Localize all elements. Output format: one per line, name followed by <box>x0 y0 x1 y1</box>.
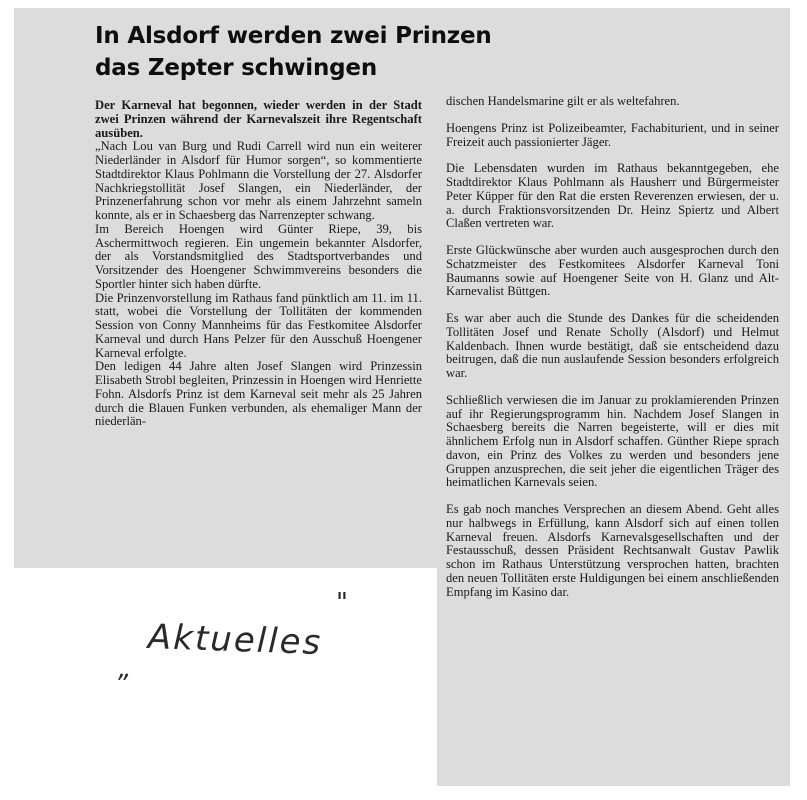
handwritten-annotation: Aktuelles <box>147 616 323 664</box>
headline-line-2: das Zepter schwingen <box>95 55 378 81</box>
article-paragraph: Es war aber auch die Stunde des Dankes für die scheidenden Tollitäten Josef und Renate Scholly (Alsdorf) und Helmut Kaldenbach. Ihnen wurde bestätigt, daß sie entscheidend dazu beitrugen, daß die nun auslaufende Session besonders erfolgreich war. <box>446 311 779 380</box>
article-paragraph: Die Prinzenvorstellung im Rathaus fand pünktlich am 11. im 11. statt, wobei die Vorstellung der Tollitäten der kommenden Session von Conny Mannheims für das Festkomitee Alsdorfer Karneval und durch Hans Pelzer für den Ausschuß Hoengener Karneval erfolgte. <box>95 290 422 360</box>
article-column-right <box>446 95 779 599</box>
article-paragraph: dischen Handelsmarine gilt er als weltefahren. <box>446 94 680 108</box>
article-column-left <box>95 99 422 429</box>
article-paragraph: Die Lebensdaten wurden im Rathaus bekanntgegeben, ehe Stadtdirektor Klaus Pohlmann als Hausherr und Bürgermeister Peter Küpper für den Rat die ersten Reverenzen erwiesen, der u. a. durch Fraktionsvorsitzenden Dr. Heinz Spiertz und Albert Claßen vertreten war. <box>446 161 779 231</box>
article-paragraph: „Nach Lou van Burg und Rudi Carrell wird nun ein weiterer Niederländer in Alsdorf für Humor sorgen“, so kommentierte Stadtdirektor Klaus Pohlmann die Vorstellung der 27. Alsdorfer Nachkriegstollität Josef Slangen, ein Niederländer, der Prinzenerfahrung schon vor mehr als einem Jahrzehnt sameln konnte, als er in Schaesberg das Narrenzepter schwang. <box>95 139 422 222</box>
headline-line-1: In Alsdorf werden zwei Prinzen <box>95 23 492 49</box>
article-paragraph: Schließlich verwiesen die im Januar zu proklamierenden Prinzen auf ihr Regierungsprogramm hin. Nachdem Josef Slangen in Schaesberg bereits die Narren begeisterte, will er dies mit ähnlichem Erfolg nun in Alsdorf schaffen. Günther Riepe sprach davon, ein Prinz des Volkes zu werden und besonders jene Gruppen anzusprechen, die seit jeher die eigentlichen Träger des heimatlichen Karnevals seien. <box>446 392 779 490</box>
article-paragraph: Erste Glückwünsche aber wurden auch ausgesprochen durch den Schatzmeister des Festkomitees Alsdorfer Karneval Toni Baumanns sowie auf Hoengener Seite von H. Glanz und Alt-Karnevalist Büttgen. <box>446 243 779 299</box>
article-lead: Der Karneval hat begonnen, wieder werden in der Stadt zwei Prinzen während der Karnevalszeit ihre Regentschaft ausüben. <box>95 98 422 140</box>
article-paragraph: Den ledigen 44 Jahre alten Josef Slangen wird Prinzessin Elisabeth Strobl begleiten, Prinzessin in Hoengen wird Henriette Fohn. Alsdorfs Prinz ist dem Karneval seit mehr als 25 Jahren durch die Blauen Funken verbunden, als ehemaliger Mann der niederlän- <box>95 359 422 429</box>
article-paragraph: Es gab noch manches Versprechen an diesem Abend. Geht alles nur halbwegs in Erfüllung, kann Alsdorf sich auf einen tollen Karneval freuen. Alsdorfs Karnevalsgesellschaften und der Festausschuß, dessen Präsident Rechtsanwalt Gustav Pawlik schon im Rathaus Unterstützung versprochen hatten, brachten den neuen Tollitäten erste Huldigungen bei einem anschließenden Empfang im Kasino dar. <box>446 502 779 599</box>
article-paragraph: Im Bereich Hoengen wird Günter Riepe, 39, bis Aschermittwoch regieren. Ein ungemein bekannter Alsdorfer, der als Vorstandsmitglied des Stadtsportverbandes und Vorsitzender des Hoengener Schwimmvereins besonders die Sportler hinter sich haben dürfte. <box>95 221 422 291</box>
handwritten-open-quote: „ <box>118 654 132 684</box>
article-headline <box>95 20 565 84</box>
article-paragraph: Hoengens Prinz ist Polizeibeamter, Fachabiturient, und in seiner Freizeit auch passionierter Jäger. <box>446 120 779 149</box>
handwritten-close-quote: " <box>336 588 348 618</box>
